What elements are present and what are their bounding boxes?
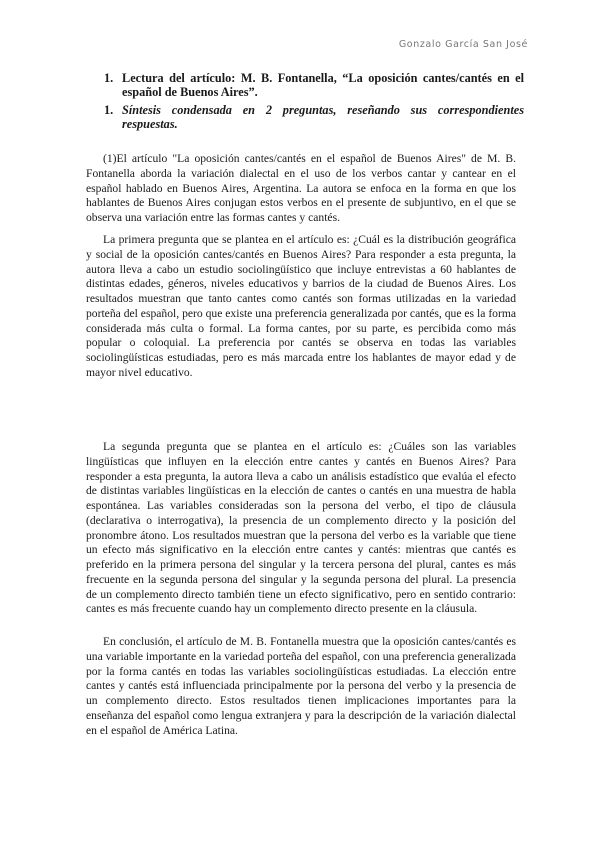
outline-item-synthesis [104,103,524,131]
outline-item-reading [104,71,524,99]
outline-text: Lectura del artículo: M. B. Fontanella, “La oposición cantes/cantés en el español de Buenos Aires”. [122,71,524,99]
outline-text: Síntesis condensada en 2 preguntas, reseñando sus correspondientes respuestas. [122,103,524,131]
paragraph-second-question: La segunda pregunta que se plantea en el artículo es: ¿Cuáles son las variables lingüísticas que influyen en la elección entre cantes y cantés en Buenos Aires? Para responder a esta pregunta, la autora lleva a cabo un análisis estadístico que evalúa el efecto de distintas variables lingüísticas en la elección de cantes o cantés en una muestra de habla espontánea. Las variables consideradas son la persona del verbo, el tipo de cláusula (declarativa o interrogativa), la presencia de un complemento directo y la posición del pronombre átono. Los resultados muestran que la persona del verbo es la variable que tiene un efecto más significativo en la elección entre cantes y cantés: mientras que cantés es preferido en la primera persona del singular y la tercera persona del plural, cantes es más frecuente en la segunda persona del singular y la segunda persona del plural. La presencia de un complemento directo también tiene un efecto significativo, pero en sentido contrario: cantes es más frecuente cuando hay un complemento directo presente en la cláusula. [86,440,516,616]
outline-number: 1. [104,103,114,117]
paragraph-conclusion: En conclusión, el artículo de M. B. Fontanella muestra que la oposición cantes/cantés es una variable importante en la variedad porteña del español, con una preferencia generalizada por la forma cantés en todas las variables sociolingüísticas estudiadas. La elección entre cantes y cantés está influenciada principalmente por la persona del verbo y la presencia de un complemento directo. Estos resultados tienen implicaciones importantes para la enseñanza del español como lengua extranjera y para la descripción de la variación dialectal en el español de América Latina. [86,635,516,737]
paragraph-first-question: La primera pregunta que se plantea en el artículo es: ¿Cuál es la distribución geográfica y social de la oposición cantes/cantés en Buenos Aires? Para responder a esta pregunta, la autora lleva a cabo un estudio sociolingüístico que incluye entrevistas a 60 hablantes de distintas edades, géneros, niveles educativos y barrios de la ciudad de Buenos Aires. Los resultados muestran que tanto cantes como cantés son formas utilizadas en la variedad porteña del español, pero que existe una preferencia generalizada por cantés, que es la forma considerada más culta o formal. La forma cantes, por su parte, es percibida como más popular o coloquial. La preferencia por cantés se observa en todas las variables sociolingüísticas estudiadas, pero es más marcada entre los hablantes de mayor edad y de mayor nivel educativo. [86,233,516,379]
outline-number: 1. [104,71,114,85]
paragraph-introduction: (1)El artículo "La oposición cantes/cantés en el español de Buenos Aires" de M. B. Fontanella aborda la variación dialectal en el uso de los verbos cantar y cantear en el español hablado en Buenos Aires, Argentina. La autora se enfoca en la forma en que los hablantes de Buenos Aires conjugan estos verbos en el presente de subjuntivo, en el que se observa una variación entre las formas cantes y cantés. [86,152,516,224]
assignment-outline [104,71,524,135]
header-author: Gonzalo García San José [398,39,528,50]
